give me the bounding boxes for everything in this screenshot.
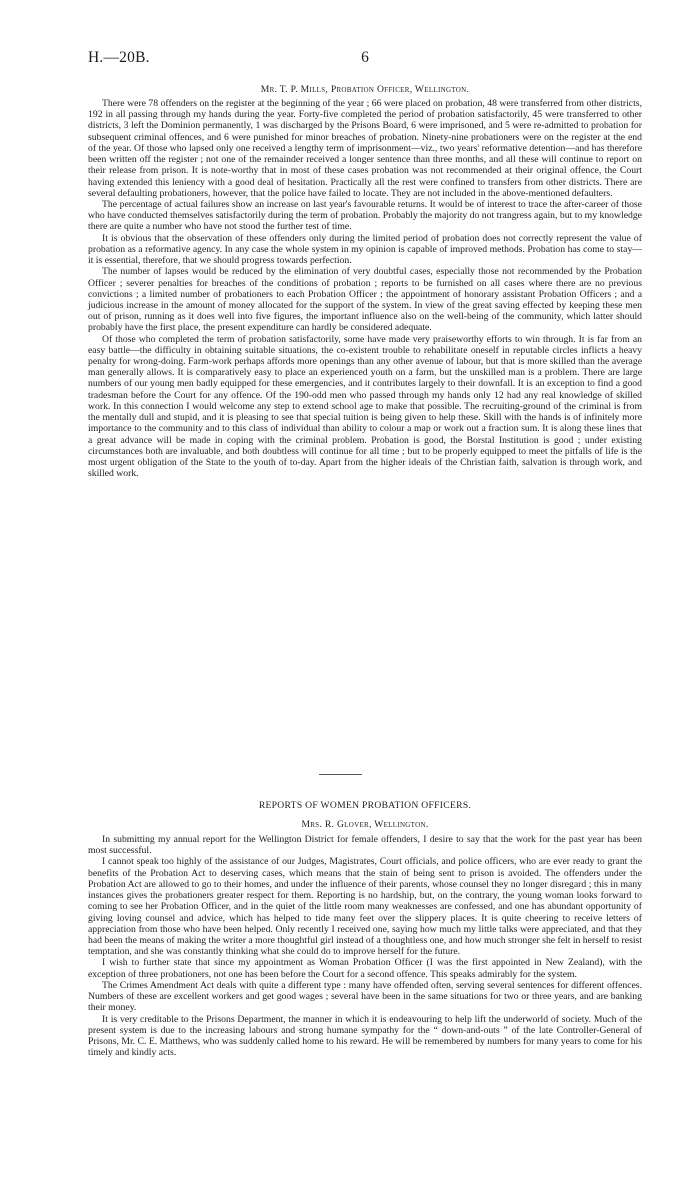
glover-paragraph-1: In submitting my annual report for the Wellington District for female offenders, I desire to say that the work for the past year has been most successful. [88, 834, 642, 857]
running-head [88, 49, 642, 69]
report-code: H.—20B. [88, 49, 150, 66]
page-number: 6 [361, 49, 369, 66]
glover-paragraph-2: I cannot speak too highly of the assistance of our Judges, Magistrates, Court officials, and police officers, who are ever ready to grant the benefits of the Probation Act to deserving cases, which means that the stain of being sent to prison is avoided. The offenders under the Probation Act are allowed to go to their homes, and under the influence of their parents, whose counsel they no longer disregard ; this in many instances gives the probationers greater respect for them. Reporting is no hardship, but, on the contrary, the young woman looks forward to coming to see her Probation Officer, and in the quiet of the little room many weaknesses are confessed, and one has abundant opportunity of giving loving counsel and advice, which has helped to tide many feet over the slippery places. It is quite cheering to receive letters of appreciation from those who have been helped. Only recently I received one, saying how much my little talks were appreciated, and that they had been the means of making the writer a more thoughtful girl instead of a thoughtless one, and how much stronger she felt in herself to resist temptation, and she was constantly thinking what she could do to improve herself for the future. [88, 856, 642, 958]
glover-paragraph-3: I wish to further state that since my appointment as Woman Probation Officer (I was the first appointed in New Zealand), with the exception of three probationers, not one has been before the Court for a second offence. This speaks admirably for the system. [88, 957, 642, 980]
glover-paragraph-4: The Crimes Amendment Act deals with quite a different type : many have offended often, serving several sentences for different offences. Numbers of these are excellent workers and get good wages ; several have been in the same situations for two or three years, and are banking their money. [88, 979, 642, 1014]
section-divider [319, 774, 362, 775]
section-heading-mills: Mr. T. P. Mills, Probation Officer, Wellington. [260, 84, 470, 95]
glover-paragraph-5: It is very creditable to the Prisons Department, the manner in which it is endeavouring to help lift the underworld of society. Much of the present system is due to the increasing labours and strong humane sympathy for the “ down-and-outs ” of the late Controller-General of Prisons, Mr. C. E. Matthews, who was suddenly called home to his reward. He will be remembered by numbers for many years to come for his timely and kindly acts. [88, 1013, 642, 1059]
mills-report-body [88, 98, 642, 479]
mills-paragraph-5: Of those who completed the term of probation satisfactorily, some have made very praiseworthy efforts to win through. It is far from an easy battle—the difficulty in obtaining suitable situations, the co-existent trouble to rehabilitate oneself in reputable circles inflicts a heavy penalty for wrong-doing. Farm-work perhaps affords more openings than any other avenue of labour, but that is more skilled than the average man generally allows. It is comparatively easy to place an experienced youth on a farm, but the unskilled man is a problem. There are large numbers of our young men badly equipped for these emergencies, and it contributes largely to their downfall. It is an exception to find a good tradesman before the Court for any offence. Of the 190-odd men who passed through my hands only 12 had any real knowledge of skilled work. In this connection I would welcome any step to extend school age to make that possible. The recruiting-ground of the criminal is from the mentally dull and stupid, and it is pleasing to see that special tuition is being given to help these. Skill with the hands is of infinitely more importance to the community and to this class of individual than ability to colour a map or work out a fraction sum. It is along these lines that a great advance will be made in coping with the criminal problem. Probation is good, the Borstal Institution is good ; under existing circumstances both are invaluable, and both doubtless will continue for all time ; but to be properly equipped to meet the pitfalls of life is the most urgent obligation of the State to the youth of to-day. Apart from the higher ideals of the Christian faith, salvation is through work, and skilled work. [88, 333, 642, 480]
section-heading-women-officers: REPORTS OF WOMEN PROBATION OFFICERS. [258, 800, 472, 811]
section-subheading-glover: Mrs. R. Glover, Wellington. [301, 819, 429, 830]
glover-report-body [88, 834, 642, 1058]
mills-paragraph-2: The percentage of actual failures show an increase on last year's favourable returns. It would be of interest to trace the after-career of those who have conducted themselves satisfactorily during the term of probation. Probably the majority do not trangress again, but to my knowledge there are quite a number who have not stood the further test of time. [88, 198, 642, 233]
mills-paragraph-3: It is obvious that the observation of these offenders only during the limited period of probation does not correctly represent the value of probation as a reformative agency. In any case the whole system in my opinion is capable of improved methods. Probation has come to stay—it is essential, therefore, that we should progress towards perfection. [88, 232, 642, 267]
mills-paragraph-4: The number of lapses would be reduced by the elimination of very doubtful cases, especially those not recommended by the Probation Officer ; severer penalties for breaches of the conditions of probation ; reports to be furnished on all cases where there are no previous convictions ; a limited number of probationers to each Probation Officer ; the appointment of honorary assistant Probation Officers ; and a judicious increase in the amount of money allocated for the support of the system. In view of the great saving effected by keeping these men out of prison, running as it does well into five figures, the important influence also on the well-being of the community, which latter should probably have the first place, the present expenditure can hardly be considered adequate. [88, 266, 642, 334]
mills-paragraph-1: There were 78 offenders on the register at the beginning of the year ; 66 were placed on probation, 48 were transferred from other districts, 192 in all passing through my hands during the year. Forty-five completed the period of probation satisfactorily, 45 were transferred to other districts, 3 left the Dominion permanently, 1 was discharged by the Prisons Board, 6 were imprisoned, and 5 were re-admitted to probation for subsequent criminal offences, and 6 were punished for minor breaches of probation. Ninety-nine probationers were on the register at the end of the year. Of those who lapsed only one received a lengthy term of imprisonment—viz., two years' reformative detention—and has therefore been written off the register ; not one of the remainder received a longer sentence than three months, and all these will continue to report on their release from prison. It is note-worthy that in most of these cases probation was not recommended at their original offence, the Court having extended this leniency with a good deal of hesitation. Practically all the rest were confined to transfers from other districts. There are several defaulting probationers, however, that the police have failed to locate. They are not included in the above-mentioned defaulters. [88, 98, 642, 199]
